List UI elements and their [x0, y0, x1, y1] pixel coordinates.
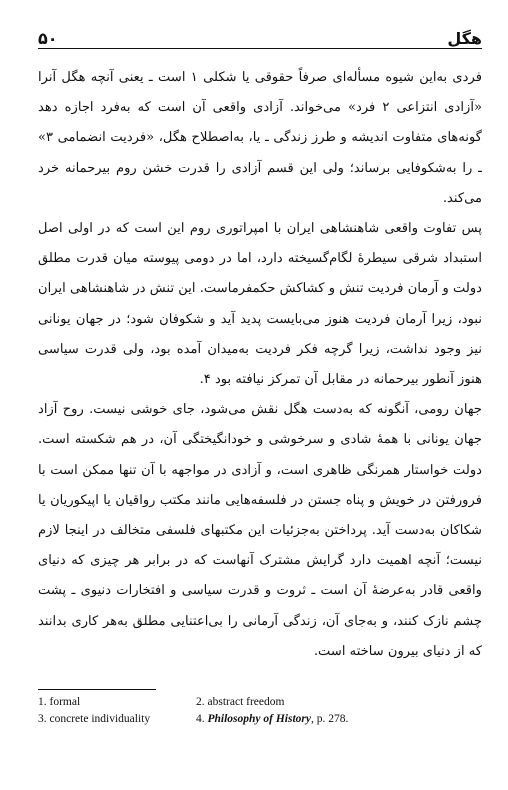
running-header: [38, 22, 482, 49]
footnote-1: 1. formal: [38, 696, 81, 709]
footnote-4-book-title: Philosophy of History: [207, 713, 312, 726]
footnote-row: [38, 711, 482, 728]
page-number: ۵۰: [38, 29, 58, 48]
footnote-divider: [38, 689, 156, 690]
footnote-4-page: , p. 278.: [311, 713, 349, 726]
paragraph-2: پس تفاوت واقعی شاهنشاهی ایران با امپراتوری روم این است که در اولی اصل استبداد شرقی سیطرهٔ لگام‌گسیخته دارد، اما در دومی پیوسته میان قدرت مطلق دولت و آرمان فردیت تنش و کشاکش حکمفرماست. این تنش در شاهنشاهی ایران نبود، زیرا آرمان فردیت هنوز می‌بایست پدید آید و شکوفان شود؛ در جهان یونانی نیز وجود نداشت، زیرا گرچه فکر فردیت به‌میدان آمده بود، ولی قدرت سیاسی هنوز آنطور بیرحمانه در مقابل آن تمرکز نیافته بود ۴.: [38, 221, 482, 388]
paragraph-1: فردی به‌این شیوه مسأله‌ای صرفاً حقوقی یا شکلی ۱ است ـ یعنی آنچه هگل آنرا «آزادی انتزاعی ۲ فرد» می‌خواند. آزادی واقعی آن است که به‌فرد اجازه دهد گونه‌های متفاوت اندیشه و طرز زندگی ـ یا، به‌اصطلاح هگل، «فردیت انضمامی ۳» ـ را به‌شکوفایی برساند؛ ولی این قسم آزادی را قدرت خشن روم بیرحمانه خرد می‌کند.: [38, 70, 482, 206]
body-text: [38, 63, 482, 667]
footnote-3: 3. concrete individuality: [38, 713, 151, 726]
paragraph-3: جهان رومی، آنگونه که به‌دست هگل نقش می‌شود، جای خوشی نیست. روح آزاد جهان یونانی با همهٔ شادی و سرخوشی و خودانگیختگی آن، در هم شکسته است. دولت خواستار همرنگی ظاهری است، و آزادی در مواجهه با آن تنها ممکن است با فرورفتن در خویش و پناه جستن در فلسفه‌هایی مانند مکتب رواقیان یا اپیکوریان یا شکاکان به‌دست آید. پرداختن به‌جزئیات این مکتبهای فلسفی متخالف در اینجا لازم نیست؛ آنچه اهمیت دارد گرایش مشترک آنهاست که در برابر هر چیزی که دنیای واقعی قادر به‌عرضهٔ آن است ـ ثروت و قدرت سیاسی و افتخارات دنیوی ـ پشت چشم نازک کنند، و به‌جای آن، زندگی آرمانی را بی‌اعتنایی مطلق به‌هر کاری بدانند که از دنیای بیرون ساخته است.: [38, 402, 482, 659]
running-title: هگل: [447, 29, 482, 48]
footnote-4-number: 4.: [196, 713, 208, 726]
footnote-4: [196, 711, 348, 728]
footnotes: [38, 694, 482, 728]
document-page: [38, 22, 482, 728]
footnote-2: 2. abstract freedom: [196, 696, 285, 709]
footnote-row: [38, 694, 482, 711]
